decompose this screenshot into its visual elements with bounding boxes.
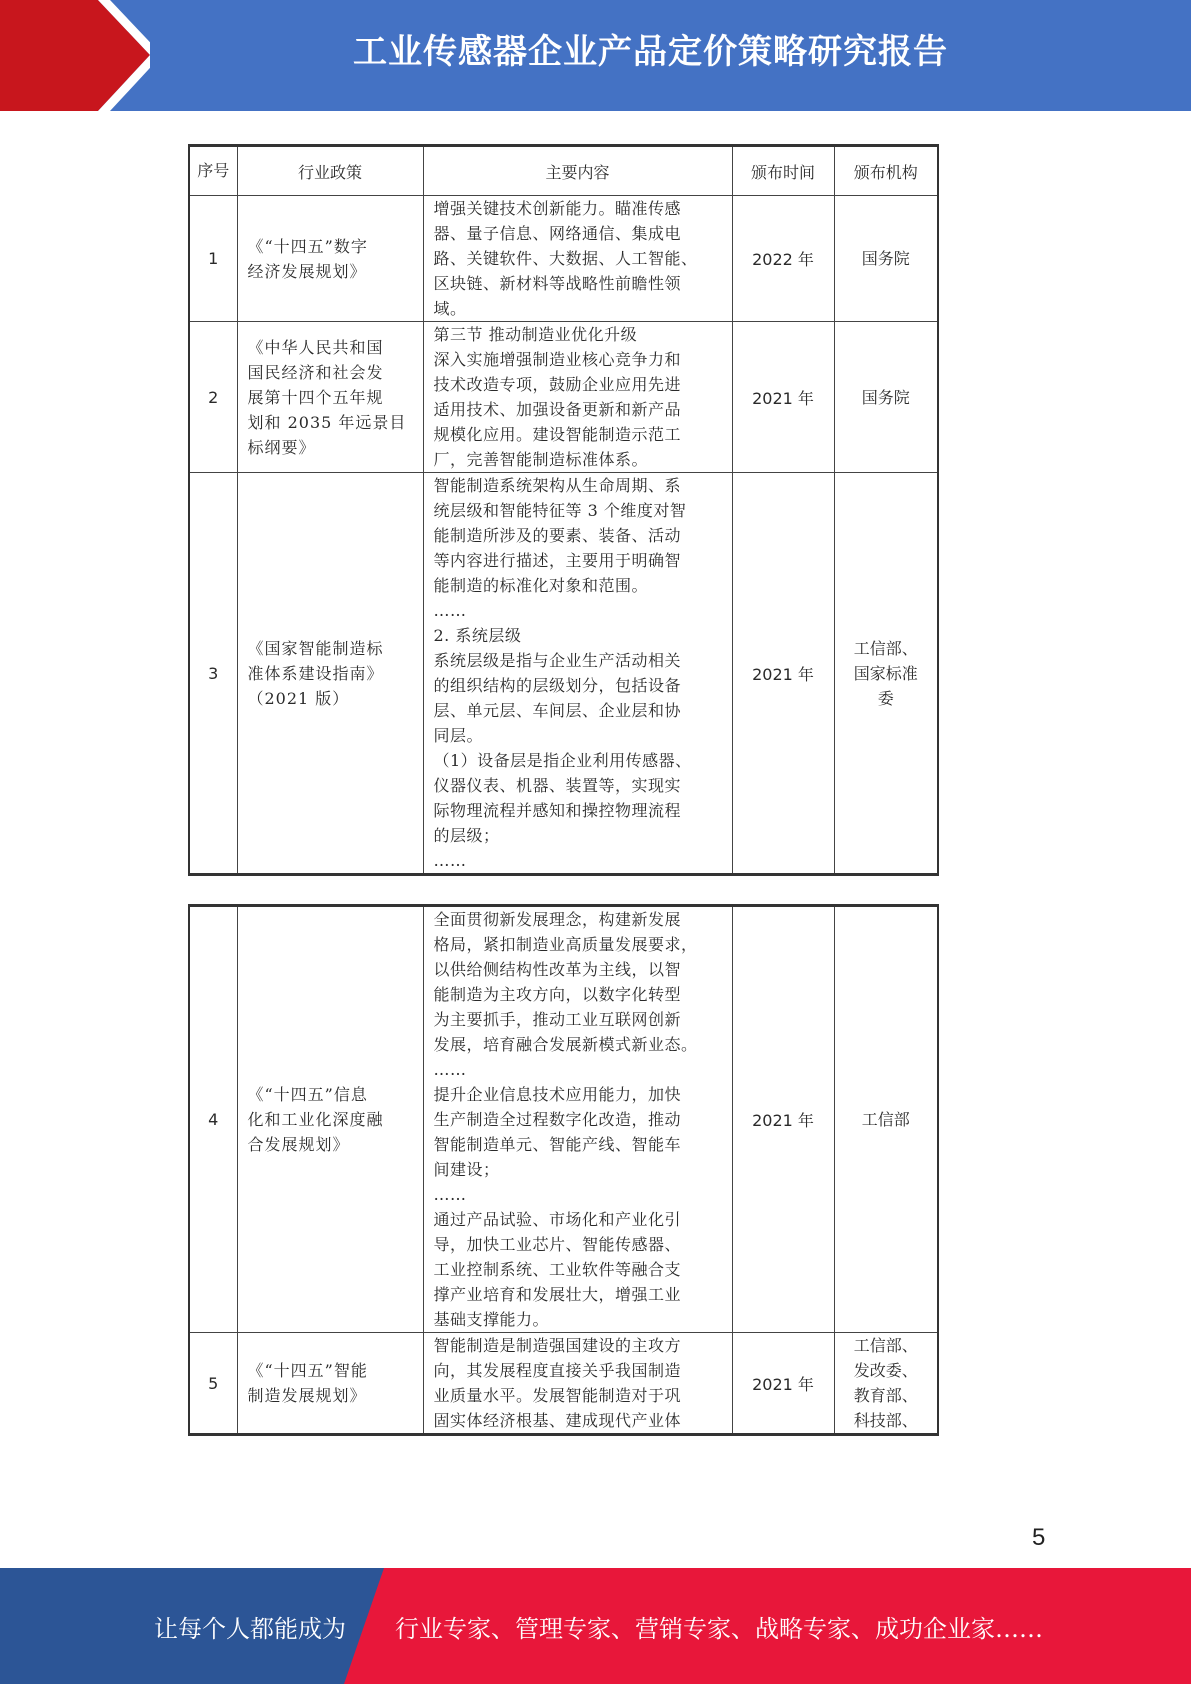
row-content: 智能制造是制造强国建设的主攻方 向，其发展程度直接关乎我国制造 业质量水平。发展智能制造对于巩 固实体经济根基、建成现代产业体 — [423, 1333, 732, 1435]
row-no: 1 — [189, 196, 237, 322]
header-policy: 行业政策 — [237, 146, 423, 196]
row-org: 国务院 — [834, 196, 938, 322]
row-policy: 《“十四五”信息 化和工业化深度融 合发展规划》 — [237, 906, 423, 1333]
row-no: 4 — [189, 906, 237, 1333]
row-org: 工信部、 国家标准 委 — [834, 473, 938, 875]
row-content: 增强关键技术创新能力。瞄准传感 器、量子信息、网络通信、集成电 路、关键软件、大数据、人工智能、 区块链、新材料等战略性前瞻性领 域。 — [423, 196, 732, 322]
header-content: 主要内容 — [423, 146, 732, 196]
row-time: 2021 年 — [732, 473, 834, 875]
header-org: 颁布机构 — [834, 146, 938, 196]
row-org: 工信部 — [834, 906, 938, 1333]
policy-table-part-1 — [188, 144, 939, 876]
row-time: 2022 年 — [732, 196, 834, 322]
header-red-chevron — [0, 0, 150, 111]
row-policy: 《国家智能制造标 准体系建设指南》 （2021 版） — [237, 473, 423, 875]
row-time: 2021 年 — [732, 906, 834, 1333]
header-time: 颁布时间 — [732, 146, 834, 196]
table-row — [189, 906, 938, 1333]
row-policy: 《“十四五”数字 经济发展规划》 — [237, 196, 423, 322]
table-row — [189, 196, 938, 322]
row-org: 工信部、 发改委、 教育部、 科技部、 — [834, 1333, 938, 1435]
row-no: 2 — [189, 322, 237, 473]
page-number: 5 — [1032, 1524, 1046, 1551]
row-content: 智能制造系统架构从生命周期、系 统层级和智能特征等 3 个维度对智 能制造所涉及的要素、装备、活动 等内容进行描述，主要用于明确智 能制造的标准化对象和范围。 …… 2. 系统层级 系统层级是指与企业生产活动相关 的组织结构的层级划分，包括设备 层、单元层、车间层、企业层和协 同层。 （1）设备层是指企业利用传感器、 仪器仪表、机器、装置等，实现实 际物理流程并感知和操控物理流程 的层级； …… — [423, 473, 732, 875]
page-footer — [0, 1568, 1191, 1684]
row-time: 2021 年 — [732, 322, 834, 473]
row-policy: 《“十四五”智能 制造发展规划》 — [237, 1333, 423, 1435]
row-policy: 《中华人民共和国 国民经济和社会发 展第十四个五年规 划和 2035 年远景目 标纲要》 — [237, 322, 423, 473]
row-no: 5 — [189, 1333, 237, 1435]
table-row — [189, 322, 938, 473]
row-org: 国务院 — [834, 322, 938, 473]
policy-table-part-2 — [188, 904, 939, 1436]
header-no: 序号 — [189, 146, 237, 196]
footer-slogan-left: 让每个人都能成为 — [154, 1615, 346, 1643]
report-header — [0, 0, 1191, 111]
table-row — [189, 1333, 938, 1435]
footer-slogan-right: 行业专家、管理专家、营销专家、战略专家、成功企业家…… — [395, 1615, 1043, 1643]
report-title: 工业传感器企业产品定价策略研究报告 — [353, 32, 948, 72]
table-row — [189, 473, 938, 875]
table-header-row — [189, 146, 938, 196]
row-no: 3 — [189, 473, 237, 875]
row-content: 第三节 推动制造业优化升级 深入实施增强制造业核心竞争力和 技术改造专项，鼓励企业应用先进 适用技术、加强设备更新和新产品 规模化应用。建设智能制造示范工 厂，完善智能制造标准体系。 — [423, 322, 732, 473]
row-time: 2021 年 — [732, 1333, 834, 1435]
row-content: 全面贯彻新发展理念，构建新发展 格局，紧扣制造业高质量发展要求， 以供给侧结构性改革为主线，以智 能制造为主攻方向，以数字化转型 为主要抓手，推动工业互联网创新 发展，培育融合发展新模式新业态。 …… 提升企业信息技术应用能力，加快 生产制造全过程数字化改造，推动 智能制造单元、智能产线、智能车 间建设； …… 通过产品试验、市场化和产业化引 导，加快工业芯片、智能传感器、 工业控制系统、工业软件等融合支 撑产业培育和发展壮大，增强工业 基础支撑能力。 — [423, 906, 732, 1333]
